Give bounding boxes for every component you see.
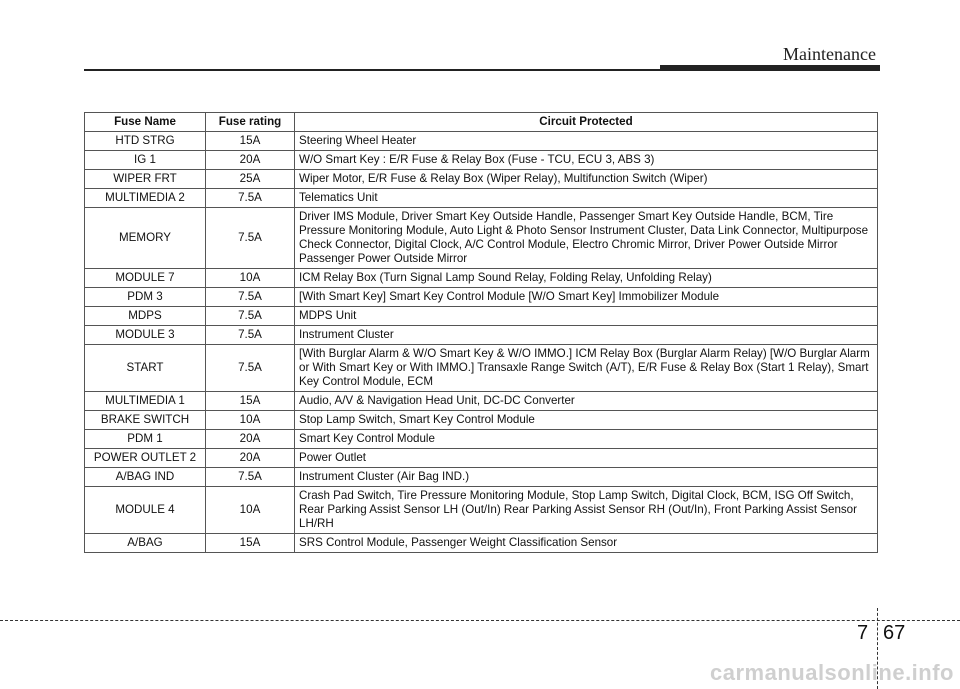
fuse-rating-cell: 20A <box>206 151 295 170</box>
column-header: Fuse rating <box>206 113 295 132</box>
circuit-protected-cell: MDPS Unit <box>295 307 878 326</box>
fuse-name-cell: PDM 1 <box>85 430 206 449</box>
fuse-rating-cell: 10A <box>206 269 295 288</box>
fuse-table-body <box>85 132 878 553</box>
table-row <box>85 208 878 269</box>
circuit-protected-cell: Instrument Cluster (Air Bag IND.) <box>295 468 878 487</box>
fuse-rating-cell: 7.5A <box>206 208 295 269</box>
fuse-rating-cell: 15A <box>206 392 295 411</box>
fuse-rating-cell: 7.5A <box>206 468 295 487</box>
table-row <box>85 392 878 411</box>
fuse-rating-cell: 7.5A <box>206 307 295 326</box>
table-row <box>85 151 878 170</box>
fuse-name-cell: PDM 3 <box>85 288 206 307</box>
circuit-protected-cell: Driver IMS Module, Driver Smart Key Outside Handle, Passenger Smart Key Outside Handle, BCM, Tire Pressure Monitoring Module, Auto Light & Photo Sensor Instrument Cluster, Data Link Connector, Multipurpose Check Connector, Digital Clock, A/C Control Module, Electro Chromic Mirror, Driver Power Outside Mirror Passenger Power Outside Mirror <box>295 208 878 269</box>
fuse-rating-cell: 7.5A <box>206 288 295 307</box>
table-row <box>85 449 878 468</box>
fuse-table <box>84 112 878 553</box>
column-header: Fuse Name <box>85 113 206 132</box>
footer-rule <box>0 620 960 621</box>
fuse-rating-cell: 15A <box>206 534 295 553</box>
circuit-protected-cell: Power Outlet <box>295 449 878 468</box>
circuit-protected-cell: W/O Smart Key : E/R Fuse & Relay Box (Fuse - TCU, ECU 3, ABS 3) <box>295 151 878 170</box>
table-row <box>85 288 878 307</box>
circuit-protected-cell: Smart Key Control Module <box>295 430 878 449</box>
fuse-name-cell: MODULE 7 <box>85 269 206 288</box>
page-number: 67 <box>883 622 906 644</box>
fuse-rating-cell: 7.5A <box>206 326 295 345</box>
table-row <box>85 345 878 392</box>
table-header-row <box>85 113 878 132</box>
fuse-rating-cell: 10A <box>206 411 295 430</box>
chapter-number: 7 <box>857 622 869 644</box>
fuse-name-cell: MULTIMEDIA 1 <box>85 392 206 411</box>
table-row <box>85 487 878 534</box>
fuse-name-cell: IG 1 <box>85 151 206 170</box>
table-row <box>85 307 878 326</box>
fuse-rating-cell: 7.5A <box>206 345 295 392</box>
fuse-rating-cell: 10A <box>206 487 295 534</box>
fuse-name-cell: MULTIMEDIA 2 <box>85 189 206 208</box>
fuse-name-cell: MDPS <box>85 307 206 326</box>
watermark: carmanualsonline.info <box>710 660 954 685</box>
circuit-protected-cell: Crash Pad Switch, Tire Pressure Monitoring Module, Stop Lamp Switch, Digital Clock, BCM, ISG Off Switch, Rear Parking Assist Sensor LH (Out/In) Rear Parking Assist Sensor RH (Out/In), Front Parking Assist Sensor LH/RH <box>295 487 878 534</box>
fuse-rating-cell: 20A <box>206 430 295 449</box>
fuse-name-cell: A/BAG <box>85 534 206 553</box>
circuit-protected-cell: [With Burglar Alarm & W/O Smart Key & W/O IMMO.] ICM Relay Box (Burglar Alarm Relay) [W/O Burglar Alarm or With Smart Key or With IMMO.] Transaxle Range Switch (A/T), E/R Fuse & Relay Box (Start 1 Relay), Smart Key Control Module, ECM <box>295 345 878 392</box>
circuit-protected-cell: Wiper Motor, E/R Fuse & Relay Box (Wiper Relay), Multifunction Switch (Wiper) <box>295 170 878 189</box>
fuse-rating-cell: 20A <box>206 449 295 468</box>
column-header: Circuit Protected <box>295 113 878 132</box>
circuit-protected-cell: SRS Control Module, Passenger Weight Classification Sensor <box>295 534 878 553</box>
circuit-protected-cell: [With Smart Key] Smart Key Control Module [W/O Smart Key] Immobilizer Module <box>295 288 878 307</box>
fuse-name-cell: WIPER FRT <box>85 170 206 189</box>
table-row <box>85 269 878 288</box>
fuse-rating-cell: 25A <box>206 170 295 189</box>
circuit-protected-cell: Stop Lamp Switch, Smart Key Control Module <box>295 411 878 430</box>
circuit-protected-cell: Audio, A/V & Navigation Head Unit, DC-DC Converter <box>295 392 878 411</box>
fuse-name-cell: MODULE 4 <box>85 487 206 534</box>
fuse-name-cell: BRAKE SWITCH <box>85 411 206 430</box>
fuse-rating-cell: 7.5A <box>206 189 295 208</box>
table-row <box>85 132 878 151</box>
section-title: Maintenance <box>783 44 876 64</box>
circuit-protected-cell: ICM Relay Box (Turn Signal Lamp Sound Relay, Folding Relay, Unfolding Relay) <box>295 269 878 288</box>
table-row <box>85 411 878 430</box>
table-row <box>85 468 878 487</box>
fuse-name-cell: MODULE 3 <box>85 326 206 345</box>
fuse-name-cell: HTD STRG <box>85 132 206 151</box>
table-row <box>85 170 878 189</box>
fuse-name-cell: A/BAG IND <box>85 468 206 487</box>
fuse-name-cell: START <box>85 345 206 392</box>
table-row <box>85 534 878 553</box>
header-accent-bar <box>660 65 880 71</box>
fuse-name-cell: MEMORY <box>85 208 206 269</box>
table-row <box>85 189 878 208</box>
circuit-protected-cell: Instrument Cluster <box>295 326 878 345</box>
fuse-rating-cell: 15A <box>206 132 295 151</box>
circuit-protected-cell: Steering Wheel Heater <box>295 132 878 151</box>
fuse-name-cell: POWER OUTLET 2 <box>85 449 206 468</box>
table-row <box>85 326 878 345</box>
circuit-protected-cell: Telematics Unit <box>295 189 878 208</box>
table-row <box>85 430 878 449</box>
